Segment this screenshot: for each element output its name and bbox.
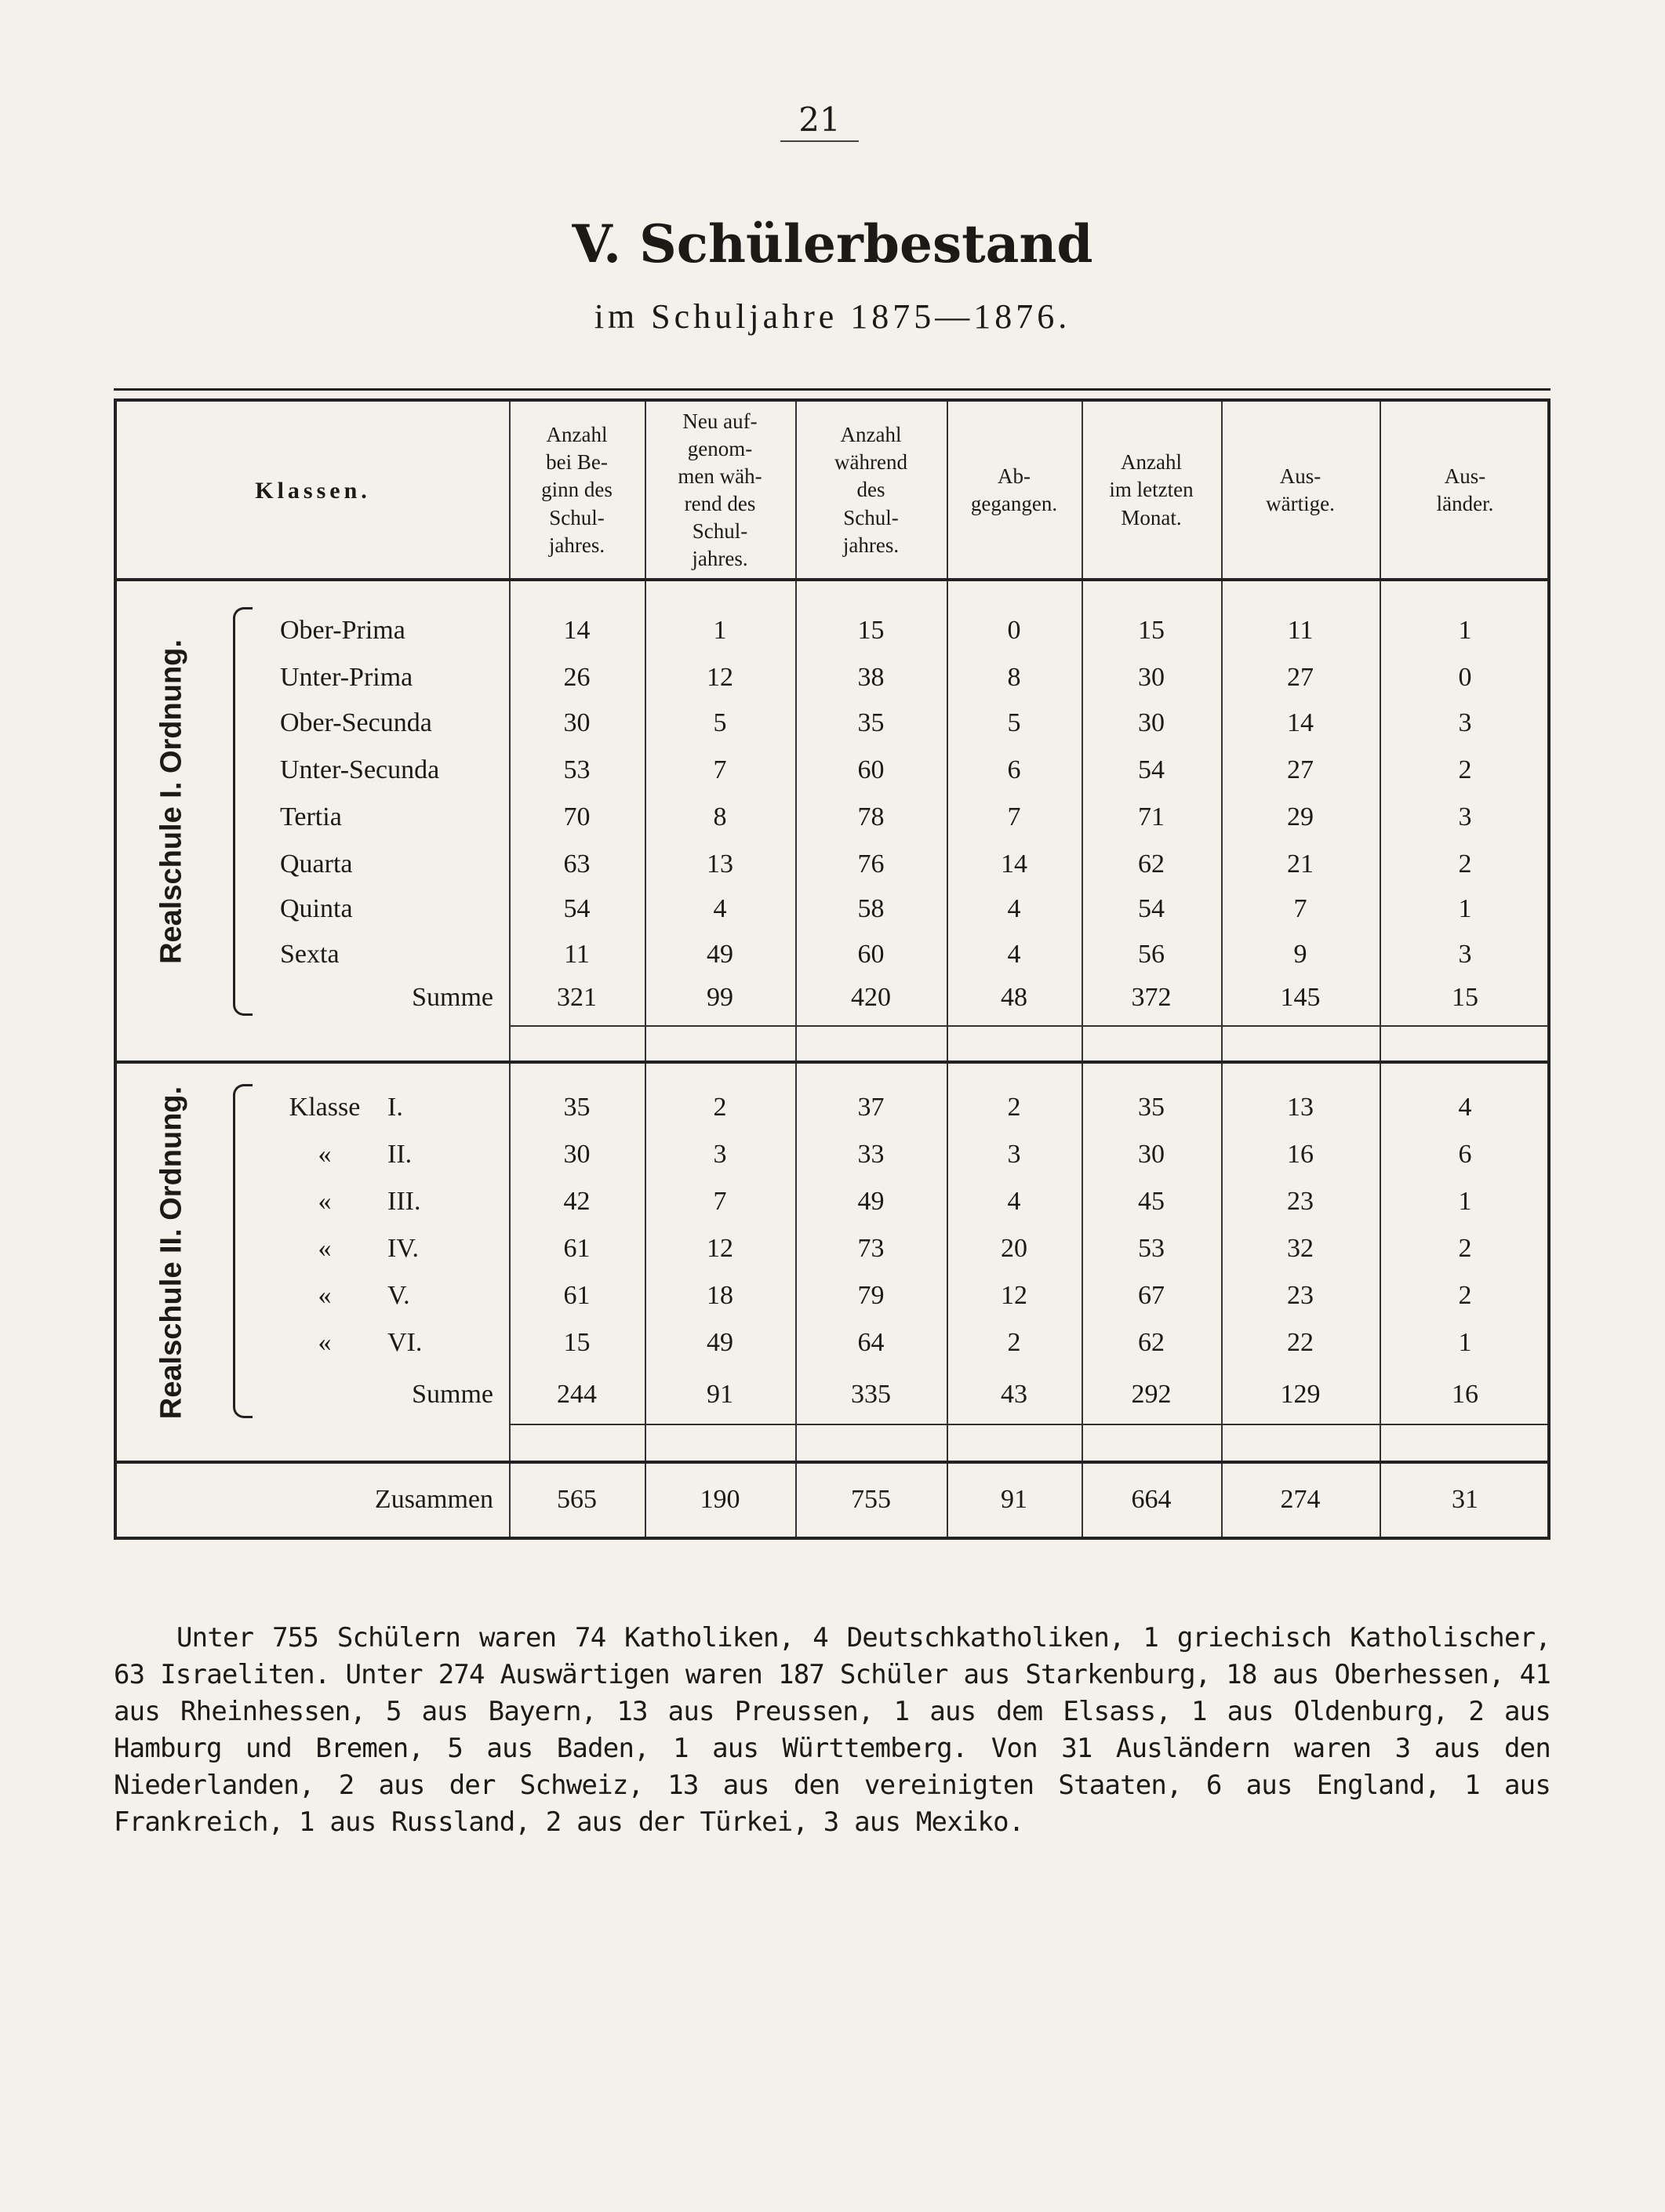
value-cell: 23	[1287, 1187, 1314, 1216]
value-cell: 29	[1287, 802, 1314, 831]
value-cell: 49	[857, 1187, 885, 1216]
value-cell: 22	[1287, 1328, 1314, 1357]
value-cell: 61	[563, 1281, 591, 1310]
table-row	[117, 1225, 1547, 1272]
value-cell: 2	[1007, 1093, 1021, 1122]
value-cell: 7	[1293, 894, 1307, 923]
table-row	[117, 794, 1547, 841]
header-anzahl-beginn: Anzahl bei Be- ginn des Schul- jahres.	[541, 423, 613, 557]
value-cell: 14	[1001, 850, 1027, 879]
table-row	[117, 747, 1547, 794]
value-cell: 4	[1007, 1187, 1021, 1216]
value-cell: 15	[1452, 983, 1478, 1012]
page-title: V. Schülerbestand	[572, 213, 1093, 275]
header-anzahl-letzter-monat: Anzahl im letzten Monat.	[1109, 450, 1194, 529]
value-cell: 321	[557, 983, 597, 1012]
table-row	[117, 700, 1547, 747]
zusammen-rule	[117, 1461, 1547, 1464]
value-cell: 1	[713, 616, 727, 645]
value-cell: 5	[1007, 708, 1021, 737]
header-abgegangen: Ab- gegangen.	[970, 464, 1058, 515]
value-cell: 49	[707, 940, 733, 969]
value-cell: 7	[713, 1187, 727, 1216]
value-cell: 4	[713, 894, 727, 923]
klasse-name: Unter-Prima	[280, 663, 413, 692]
value-cell: 45	[1138, 1187, 1165, 1216]
summe-row	[117, 1476, 1547, 1523]
value-cell: 26	[563, 663, 591, 692]
value-cell: 15	[563, 1328, 591, 1357]
value-cell: 78	[857, 802, 885, 831]
value-cell: 420	[851, 983, 891, 1012]
value-cell: 0	[1458, 663, 1472, 692]
value-cell: 4	[1007, 940, 1021, 969]
value-cell: 53	[1138, 1234, 1165, 1263]
value-cell: 3	[1458, 940, 1472, 969]
summe-label: Summe	[412, 1380, 493, 1409]
value-cell: 48	[1001, 983, 1027, 1012]
summe-row	[117, 1371, 1547, 1418]
value-cell: 54	[563, 894, 591, 923]
value-cell: 61	[563, 1234, 591, 1263]
value-cell: 31	[1452, 1485, 1478, 1514]
group-label-text: Realschule II. Ordnung.	[155, 1086, 188, 1420]
value-cell: 38	[857, 663, 885, 692]
klasse-name: III.	[387, 1187, 421, 1216]
klasse-name: Quinta	[280, 894, 353, 923]
value-cell: 30	[1138, 1140, 1165, 1169]
value-cell: 8	[713, 802, 727, 831]
value-cell: 2	[1458, 1281, 1472, 1310]
klasse-name: II.	[387, 1140, 413, 1169]
klasse-prefix: Klasse	[289, 1093, 361, 1122]
value-cell: 372	[1131, 983, 1172, 1012]
value-cell: 42	[563, 1187, 591, 1216]
value-cell: 244	[557, 1380, 597, 1409]
value-cell: 4	[1007, 894, 1021, 923]
value-cell: 58	[857, 894, 885, 923]
value-cell: 5	[713, 708, 727, 737]
value-cell: 62	[1138, 850, 1165, 879]
value-cell: 3	[1458, 708, 1472, 737]
klasse-name: Quarta	[280, 850, 353, 879]
value-cell: 2	[1007, 1328, 1021, 1357]
value-cell: 11	[1287, 616, 1314, 645]
value-cell: 4	[1458, 1093, 1472, 1122]
value-cell: 7	[1007, 802, 1021, 831]
value-cell: 1	[1458, 894, 1472, 923]
value-cell: 12	[707, 663, 733, 692]
header-neu-aufgenommen: Neu auf- genom- men wäh- rend des Schul- jahres.	[678, 409, 762, 571]
value-cell: 145	[1280, 983, 1321, 1012]
value-cell: 32	[1287, 1234, 1314, 1263]
value-cell: 62	[1138, 1328, 1165, 1357]
value-cell: 43	[1001, 1380, 1027, 1409]
value-cell: 9	[1293, 940, 1307, 969]
value-cell: 70	[563, 802, 591, 831]
value-cell: 35	[1138, 1093, 1165, 1122]
value-cell: 6	[1007, 755, 1021, 784]
value-cell: 54	[1138, 755, 1165, 784]
table-row	[117, 1272, 1547, 1319]
table-row	[117, 1131, 1547, 1178]
value-cell: 292	[1131, 1380, 1172, 1409]
klasse-name: VI.	[387, 1328, 423, 1357]
schuelerbestand-table	[114, 398, 1550, 1540]
header-rule	[117, 578, 1547, 581]
header-auslaender: Aus- länder.	[1436, 464, 1494, 515]
value-cell: 2	[1458, 850, 1472, 879]
value-cell: 56	[1138, 940, 1165, 969]
value-cell: 71	[1138, 802, 1165, 831]
value-cell: 27	[1287, 755, 1314, 784]
klasse-name: V.	[387, 1281, 410, 1310]
header-klassen: Klassen.	[255, 477, 371, 504]
value-cell: 33	[857, 1140, 885, 1169]
page-subtitle: im Schuljahre 1875—1876.	[594, 297, 1071, 336]
value-cell: 76	[857, 850, 885, 879]
value-cell: 13	[1287, 1093, 1314, 1122]
value-cell: 1	[1458, 1328, 1472, 1357]
table-row	[117, 841, 1547, 888]
top-rule	[114, 388, 1550, 391]
value-cell: 0	[1007, 616, 1021, 645]
table-row	[117, 886, 1547, 933]
summe-row	[117, 974, 1547, 1021]
value-cell: 14	[1287, 708, 1314, 737]
value-cell: 755	[851, 1485, 891, 1514]
value-cell: 190	[700, 1485, 740, 1514]
value-cell: 11	[564, 940, 590, 969]
klasse-prefix: «	[318, 1140, 332, 1169]
table-row	[117, 607, 1547, 654]
klasse-prefix: «	[318, 1281, 332, 1310]
value-cell: 18	[707, 1281, 733, 1310]
value-cell: 7	[713, 755, 727, 784]
value-cell: 3	[1007, 1140, 1021, 1169]
value-cell: 23	[1287, 1281, 1314, 1310]
klasse-prefix: «	[318, 1187, 332, 1216]
value-cell: 79	[857, 1281, 885, 1310]
value-cell: 49	[707, 1328, 733, 1357]
table-row	[117, 1178, 1547, 1225]
summe-label: Zusammen	[374, 1485, 493, 1514]
value-cell: 63	[563, 850, 591, 879]
value-cell: 30	[563, 708, 591, 737]
group-label-text: Realschule I. Ordnung.	[155, 639, 188, 964]
value-cell: 91	[707, 1380, 733, 1409]
value-cell: 12	[707, 1234, 733, 1263]
value-cell: 13	[707, 850, 733, 879]
value-cell: 37	[857, 1093, 885, 1122]
value-cell: 35	[857, 708, 885, 737]
value-cell: 3	[713, 1140, 727, 1169]
value-cell: 565	[557, 1485, 597, 1514]
value-cell: 3	[1458, 802, 1472, 831]
value-cell: 2	[713, 1093, 727, 1122]
klasse-name: I.	[387, 1093, 403, 1122]
value-cell: 664	[1131, 1485, 1172, 1514]
table-row	[117, 931, 1547, 978]
summary-paragraph	[114, 1620, 1550, 1841]
value-cell: 21	[1287, 850, 1314, 879]
klasse-name: IV.	[387, 1234, 419, 1263]
value-cell: 60	[857, 940, 885, 969]
value-cell: 73	[857, 1234, 885, 1263]
value-cell: 16	[1452, 1380, 1478, 1409]
value-cell: 99	[707, 983, 733, 1012]
summary-text: Unter 755 Schülern waren 74 Katholiken, 4 Deutschkatholiken, 1 griechisch Katholischer, 63 Israeliten. Unter 274 Auswärtigen waren 187 Schüler aus Starkenburg, 18 aus Oberhessen, 41 aus Rheinhessen, 5 aus Bayern, 13 aus Preussen, 1 aus dem Elsass, 1 aus Oldenburg, 2 aus Hamburg und Bremen, 5 aus Baden, 1 aus Württemberg. Von 31 Ausländern waren 3 aus den Niederlanden, 2 aus der Schweiz, 13 aus den vereinigten Staaten, 6 aus England, 1 aus Frankreich, 1 aus Russland, 2 aus der Türkei, 3 aus Mexiko.	[114, 1622, 1550, 1838]
value-cell: 6	[1458, 1140, 1472, 1169]
page-number: 21	[780, 100, 859, 142]
header-auswaertige: Aus- wärtige.	[1266, 464, 1335, 515]
value-cell: 16	[1287, 1140, 1314, 1169]
value-cell: 15	[1138, 616, 1165, 645]
summe-rule	[509, 1424, 1547, 1425]
value-cell: 14	[563, 616, 591, 645]
header-anzahl-waehrend: Anzahl während des Schul- jahres.	[834, 423, 907, 557]
value-cell: 129	[1280, 1380, 1321, 1409]
summe-label: Summe	[412, 983, 493, 1012]
value-cell: 12	[1001, 1281, 1027, 1310]
value-cell: 60	[857, 755, 885, 784]
value-cell: 54	[1138, 894, 1165, 923]
value-cell: 20	[1001, 1234, 1027, 1263]
klasse-name: Sexta	[280, 940, 340, 969]
value-cell: 335	[851, 1380, 891, 1409]
klasse-prefix: «	[318, 1234, 332, 1263]
klasse-name: Ober-Prima	[280, 616, 405, 645]
value-cell: 274	[1280, 1485, 1321, 1514]
value-cell: 67	[1138, 1281, 1165, 1310]
summe-rule	[509, 1025, 1547, 1027]
value-cell: 30	[1138, 708, 1165, 737]
value-cell: 64	[857, 1328, 885, 1357]
value-cell: 53	[563, 755, 591, 784]
value-cell: 27	[1287, 663, 1314, 692]
value-cell: 30	[563, 1140, 591, 1169]
klasse-name: Unter-Secunda	[280, 755, 440, 784]
value-cell: 2	[1458, 1234, 1472, 1263]
group-rule	[117, 1061, 1547, 1064]
table-row	[117, 654, 1547, 701]
klasse-name: Tertia	[280, 802, 342, 831]
value-cell: 2	[1458, 755, 1472, 784]
value-cell: 91	[1001, 1485, 1027, 1514]
table-row	[117, 1319, 1547, 1366]
value-cell: 15	[857, 616, 885, 645]
value-cell: 30	[1138, 663, 1165, 692]
value-cell: 35	[563, 1093, 591, 1122]
klasse-name: Ober-Secunda	[280, 708, 432, 737]
klasse-prefix: «	[318, 1328, 332, 1357]
value-cell: 1	[1458, 616, 1472, 645]
value-cell: 8	[1007, 663, 1021, 692]
table-row	[117, 1084, 1547, 1131]
value-cell: 1	[1458, 1187, 1472, 1216]
